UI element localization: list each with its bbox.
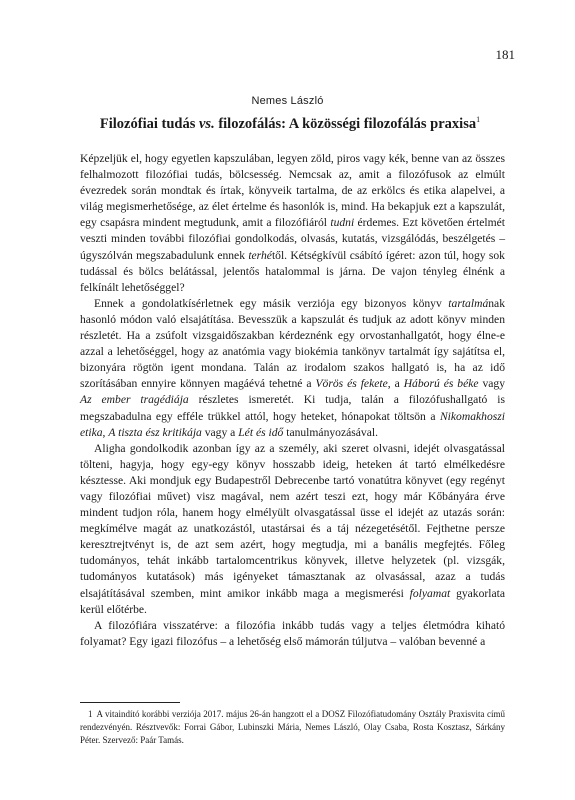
title-rest: filozofálás: A közösségi filozofálás praxisa [214,115,477,132]
italic-run: Háború és béke [403,377,479,391]
text-run: , a [387,377,404,391]
text-run: gyakorlata kerül előtérbe. [80,586,505,616]
italic-run: terhé [248,248,272,262]
paragraph-3 [80,441,505,618]
text-run: től. Kétségkívül csábító ígéret: azon túl, hogy sok tudással és bölcs belátással, jelentős hatalommal is járna. De vajon tényleg élnénk a felkínált lehetőséggel? [80,248,505,294]
italic-run: A tiszta ész kritikája [108,425,202,439]
italic-run: Lét és idő [238,425,284,439]
author-name: Nemes László [251,95,324,107]
text-run: nak hasonló módon való elsajátítása. Bevesszük a kapszulát és tudjuk az adott könyv minden részletét. Ha a zsúfolt vizsgaidőszakban kérdeznénk egy orvostanhallgatót, hogy élne-e azzal a lehetőséggel, hogy az anatómia vagy biokémia tankönyv tartalmát így sajátítsa el, bizonyára rögtön igent mondana. Talán az irodalom szakos hallgató is, ha az idő szorításában ennyire könnyen magáévá tehetné a [80,296,505,391]
footnote [80,708,505,747]
title-footnote-mark: 1 [476,115,481,124]
footnote-divider [80,702,180,703]
text-run: , [102,425,109,439]
italic-run: Vörös és fekete [315,377,388,391]
article-title [70,110,510,134]
italic-run: Az ember tragédiája [80,393,189,407]
page-number: 181 [495,47,515,62]
title-main: Filozófiai tudás [99,115,199,132]
text-run: vagy [478,377,506,391]
text-run: érdemes. Ezt követően értelmét veszti minden további filozófiai gondolkodás, olvasás, kutatás, vizsgálódás, beszélgetés – úgyszólván megszabadulunk ennek [80,216,505,262]
paragraph-4 [80,618,505,650]
italic-run: folyamat [409,586,451,600]
text-run: Aligha gondolkodik azonban így az a személy, aki szeret olvasni, idejét olvasgatással tölteni, hagyja, hogy egy-egy könyv hosszabb ideig, heteken át tartó elmélkedésre késztesse. Aki mondjuk egy Budapestről Debrecenbe tartó vonatútra könyvet (egy regényt vagy filozófiai művet) visz magával, nem azért teszi ezt, hogy már Kőbányára érve mindent tudjon róla, hanem hogy elmélyült olvasgatással üsse el idejét az utazás során: megkímélve magát az unatkozástól, utastársai és a táj nézegetésétől. Fejthetne persze keresztrejtvényt is, de azt sem azért, hogy megtudja, mi a banális megfejtés. Főleg tudományos, tehát inkább tartalomcentrikus könyvek, illetve helyzetek (pl. vizsgák, tudományos kutatások) más igényeket támasztanak az olvasással, azaz a tudás elsajátításával szemben, mint amikor inkább maga a megismerési [80,441,505,600]
paragraph-2 [80,296,505,441]
italic-run: tartalmá [448,296,489,310]
paragraph-1 [80,151,505,296]
italic-run: tudni [330,216,355,230]
text-run: részletes ismeretét. Ki tudja, talán a filozófushallgató is megszabadulna egy efféle trükkel attól, hogy heteket, hónapokat töltsön a [80,393,505,423]
article-body [80,151,505,650]
text-run: A filozófiára visszatérve: a filozófia inkább tudás vagy a teljes életmódra kiható folyamat? Egy igazi filozófus – a lehetőség első mámorán túljutva – valóban bevenné a [80,618,505,648]
italic-run: Nikomakhoszi etika [80,409,505,439]
title-vs: vs. [198,115,215,132]
text-run: vagy a [201,425,239,439]
footnote-text: A vitaindító korábbi verziója 2017. május 26-án hangzott el a DOSZ Filozófiatudomány Osztály Praxisvita című rendezvényén. Résztvevők: Forrai Gábor, Lubinszki Mária, Nemes László, Olay Csaba, Rosta Kosztasz, Sárkány Péter. Szervező: Paár Tamás. [80,709,505,745]
text-run: tanulmányozásával. [283,425,378,439]
text-run: Ennek a gondolatkísérletnek egy másik verziója egy bizonyos könyv [94,296,449,310]
footnote-number: 1 [88,709,93,719]
text-run: Képzeljük el, hogy egyetlen kapszulában, legyen zöld, piros vagy kék, benne van az összes felhalmozott filozófiai tudás, bölcsesség. Nemcsak az, amit a filozófusok az elmúlt évezredek során mondtak és írtak, könyveik tartalma, de az erkölcs és etika alapelvei, a világ megismerhetősége, az élet értelme és hasonlók is, mind. Ha bekapjuk ezt a kapszulát, egy csapásra mindent megtudunk, amit a filozófiáról [80,152,505,230]
